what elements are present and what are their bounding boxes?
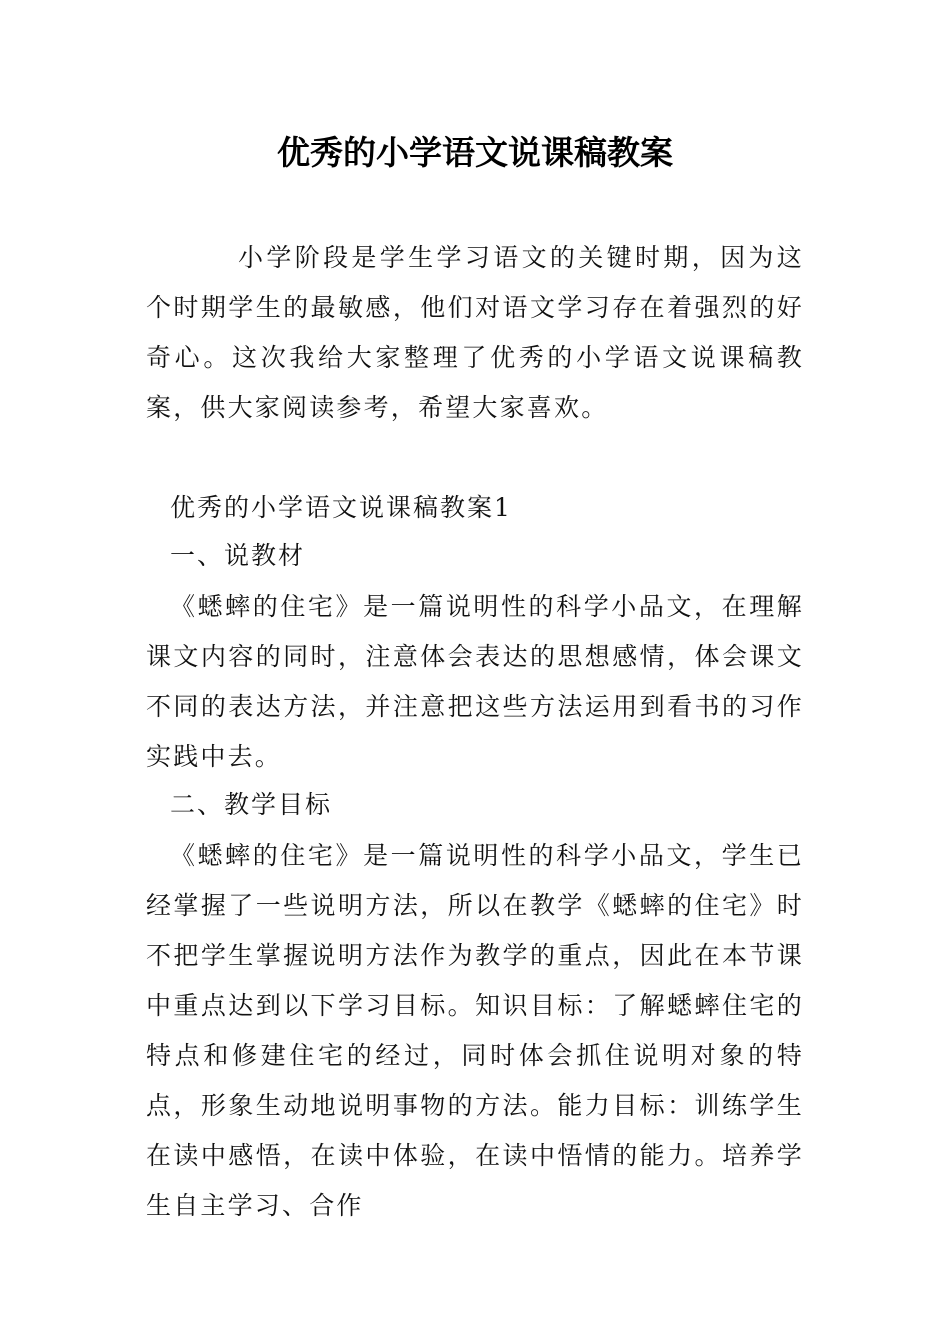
- section-title: 优秀的小学语文说课稿教案1: [170, 493, 512, 522]
- textbook-paragraph: 《蟋蟀的住宅》是一篇说明性的科学小品文，在理解课文内容的同时，注意体会表达的思想感情，体会课文不同的表达方法，并注意把这些方法运用到看书的习作实践中去。: [146, 592, 804, 771]
- intro-paragraph: 小学阶段是学生学习语文的关键时期，因为这个时期学生的最敏感，他们对语文学习存在着强烈的好奇心。这次我给大家整理了优秀的小学语文说课稿教案，供大家阅读参考，希望大家喜欢。: [146, 243, 804, 422]
- heading-textbook: 一、说教材: [170, 541, 306, 570]
- teaching-goals-paragraph: 《蟋蟀的住宅》是一篇说明性的科学小品文，学生已经掌握了一些说明方法，所以在教学《蟋蟀的住宅》时不把学生掌握说明方法作为教学的重点，因此在本节课中重点达到以下学习目标。知识目标：了解蟋蟀住宅的特点和修建住宅的经过，同时体会抓住说明对象的特点，形象生动地说明事物的方法。能力目标：训练学生在读中感悟，在读中体验，在读中悟情的能力。培养学生自主学习、合作: [146, 841, 804, 1220]
- heading-teaching-goals: 二、教学目标: [170, 790, 333, 819]
- document-title: 优秀的小学语文说课稿教案: [277, 133, 673, 172]
